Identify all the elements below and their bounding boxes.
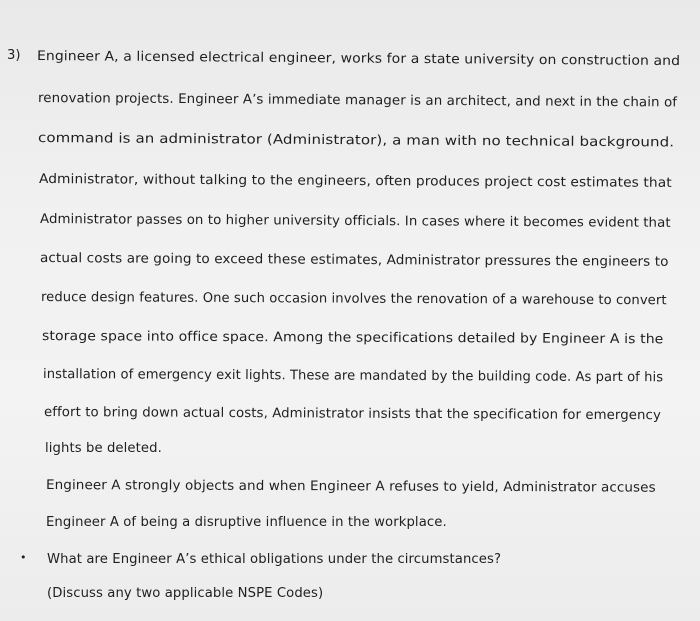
paragraph-line: actual costs are going to exceed these estimates, Administrator pressures the engineers to: [39, 251, 669, 270]
question-prompt: What are Engineer A’s ethical obligations under the circumstances?: [47, 552, 502, 567]
paragraph-line: Engineer A, a licensed electrical engineer, works for a state university on construction and: [36, 49, 681, 70]
paragraph-line: storage space into office space. Among the specifications detailed by Engineer A is the: [41, 329, 664, 348]
paragraph-line: effort to bring down actual costs, Administrator insists that the specification for emergency: [43, 405, 661, 424]
paragraph-line: installation of emergency exit lights. These are mandated by the building code. As part of his: [42, 367, 664, 386]
paragraph-line: Administrator passes on to higher university officials. In cases where it becomes evident that: [39, 212, 671, 231]
followup-line: Engineer A strongly objects and when Engineer A refuses to yield, Administrator accuses: [45, 478, 656, 496]
paragraph-line: reduce design features. One such occasion involves the renovation of a warehouse to convert: [40, 290, 667, 309]
bullet-icon: •: [20, 551, 27, 564]
paragraph-line: renovation projects. Engineer A’s immediate manager is an architect, and next in the chain of: [37, 91, 678, 111]
question-number: 3): [7, 48, 21, 63]
paragraph-line: Administrator, without talking to the engineers, often produces project cost estimates that: [38, 172, 672, 191]
question-note: (Discuss any two applicable NSPE Codes): [47, 586, 324, 601]
paragraph-line: lights be deleted.: [45, 441, 162, 456]
followup-line: Engineer A of being a disruptive influence in the workplace.: [46, 515, 447, 530]
paragraph-line: command is an administrator (Administrator), a man with no technical background.: [37, 131, 675, 151]
